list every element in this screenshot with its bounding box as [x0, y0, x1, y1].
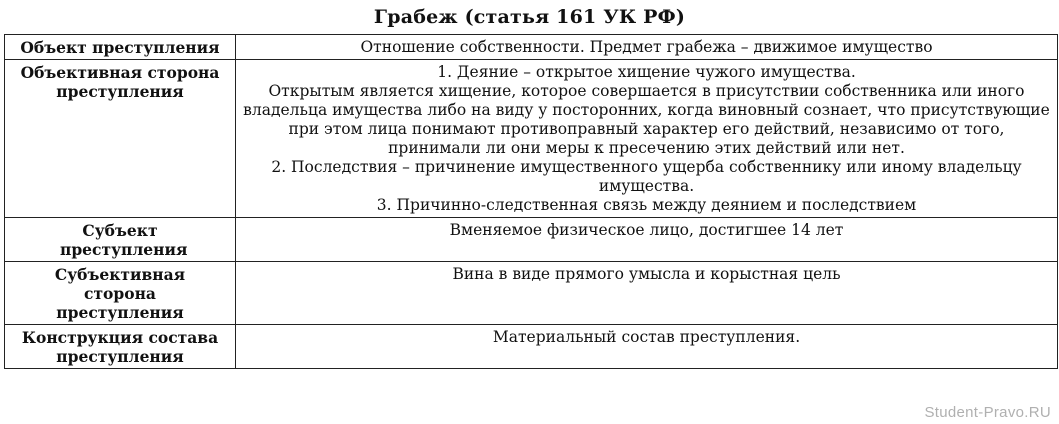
crime-composition-table — [4, 34, 1058, 369]
table-row-construction — [5, 325, 1058, 369]
document-title: Грабеж (статья 161 УК РФ) — [373, 6, 686, 28]
row-label-objective-side — [5, 60, 236, 218]
label-text: Конструкция состава преступления — [21, 328, 219, 366]
value-line: Вина в виде прямого умысла и корыстная цель — [452, 265, 841, 283]
row-label-object: Объект преступления — [5, 35, 236, 60]
label-text: Субъект преступления — [60, 221, 188, 259]
table-row-subjective-side — [5, 262, 1058, 325]
row-value-subject — [236, 218, 1058, 262]
watermark: Student-Pravo.RU — [924, 404, 1051, 421]
label-text: Субъективная сторона преступления — [54, 265, 186, 322]
value-line: Материальный состав преступления. — [492, 328, 801, 346]
label-text: Объективная сторона преступления — [20, 63, 220, 101]
row-value-objective-side — [236, 60, 1058, 218]
row-value-construction — [236, 325, 1058, 369]
value-line: Вменяемое физическое лицо, достигшее 14 лет — [449, 221, 844, 239]
value-line-consequences: 2. Последствия – причинение имущественного ущерба собственнику или иному владельцу имущества. — [271, 158, 1022, 195]
row-label-construction — [5, 325, 236, 369]
row-label-subject — [5, 218, 236, 262]
row-value-subjective-side — [236, 262, 1058, 325]
value-line-open-theft-definition: Открытым является хищение, которое совершается в присутствии собственника или иного владельца имущества либо на виду у посторонних, когда виновный сознает, что присутствующие при этом лица понимают противоправный характер его действий, независимо от того, принимали ли они меры к пресечению этих действий или нет. — [243, 82, 1050, 157]
table-row-object — [5, 35, 1058, 60]
value-line-causal-link: 3. Причинно-следственная связь между деянием и последствием — [376, 196, 917, 214]
value-line: Отношение собственности. Предмет грабежа – движимое имущество — [360, 38, 933, 56]
value-line-act: 1. Деяние – открытое хищение чужого имущества. — [437, 63, 856, 81]
table-row-subject — [5, 218, 1058, 262]
row-value-object — [236, 35, 1058, 60]
row-label-subjective-side — [5, 262, 236, 325]
table-row-objective-side — [5, 60, 1058, 218]
